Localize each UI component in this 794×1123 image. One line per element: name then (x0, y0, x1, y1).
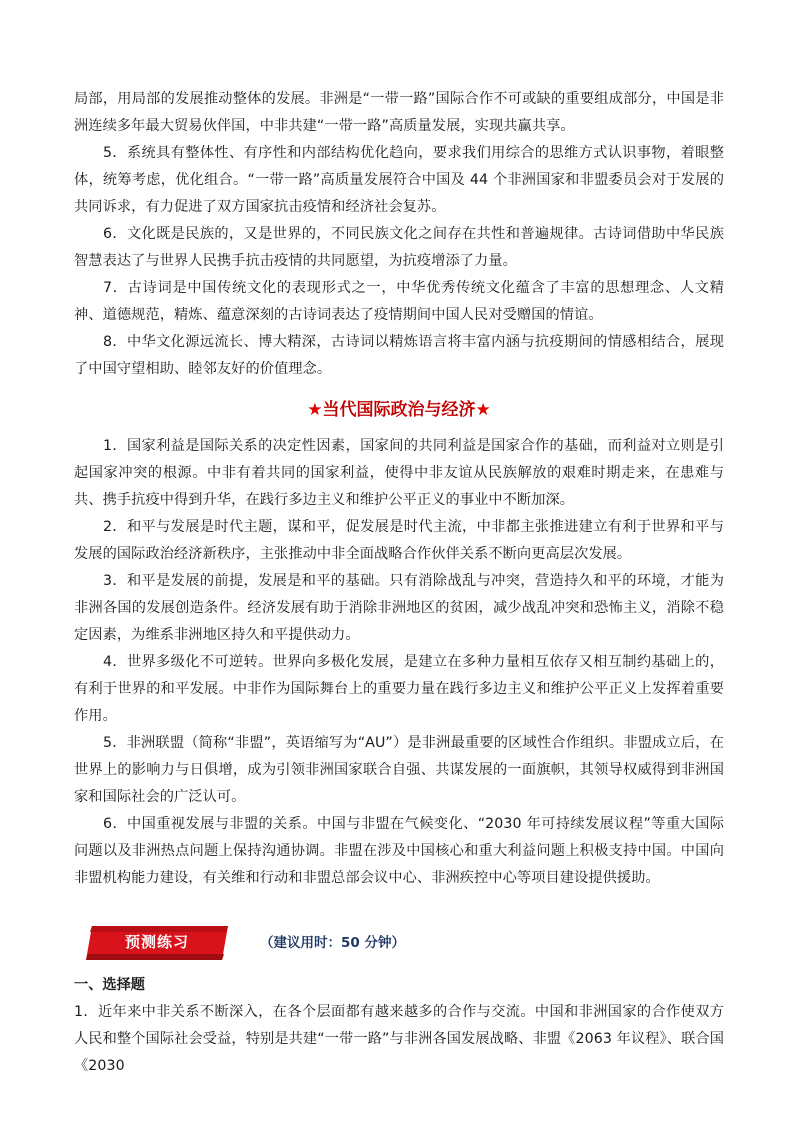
practice-banner (86, 926, 228, 960)
paragraph-point-5: 5．系统具有整体性、有序性和内部结构优化趋向，要求我们用综合的思维方式认识事物，着眼整体，统筹考虑，优化组合。“一带一路”高质量发展符合中国及 44 个非洲国家和非盟委员会对于发展的共同诉求，有力促进了双方国家抗击疫情和经济社会复苏。 (74, 145, 724, 215)
section-point-3: 3．和平是发展的前提，发展是和平的基础。只有消除战乱与冲突，营造持久和平的环境，才能为非洲各国的发展创造条件。经济发展有助于消除非洲地区的贫困，减少战乱冲突和恐怖主义，消除不稳定因素，为维系非洲地区持久和平提供动力。 (74, 573, 724, 643)
section-heading (74, 397, 724, 423)
section-point-5: 5．非洲联盟（简称“非盟”，英语缩写为“AU”）是非洲最重要的区域性合作组织。非盟成立后，在世界上的影响力与日俱增，成为引领非洲国家联合自强、共谋发展的一面旗帜，其领导权威得到非洲国家和国际社会的广泛认可。 (74, 735, 724, 805)
question-section-heading: 一、选择题 (74, 977, 145, 993)
star-icon: ★ (307, 400, 323, 420)
document-body (74, 86, 724, 1080)
paragraph-point-8: 8．中华文化源远流长、博大精深，古诗词以精炼语言将丰富内涵与抗疫期间的情感相结合，展现了中国守望相助、睦邻友好的价值理念。 (74, 334, 724, 377)
section-point-4: 4．世界多级化不可逆转。世界向多极化发展，是建立在多种力量相互依存又相互制约基础上的，有利于世界的和平发展。中非作为国际舞台上的重要力量在践行多边主义和维护公平正义上发挥着重要作用。 (74, 654, 724, 724)
star-icon: ★ (475, 400, 491, 420)
practice-header (74, 926, 724, 970)
practice-label: 预测练习 (124, 933, 189, 951)
section-point-1: 1．国家利益是国际关系的决定性因素，国家间的共同利益是国家合作的基础，而利益对立则是引起国家冲突的根源。中非有着共同的国家利益，使得中非友谊从民族解放的艰难时期走来，在患难与共、携手抗疫中得到升华，在践行多边主义和维护公平正义的事业中不断加深。 (74, 438, 724, 508)
section-point-6: 6．中国重视发展与非盟的关系。中国与非盟在气候变化、“2030 年可持续发展议程”等重大国际问题以及非洲热点问题上保持沟通协调。非盟在涉及中国核心和重大利益问题上积极支持中国。中国向非盟机构能力建设，有关维和行动和非盟总部会议中心、非洲疾控中心等项目建设提供援助。 (74, 816, 724, 886)
section-point-2: 2．和平与发展是时代主题，谋和平，促发展是时代主流，中非都主张推进建立有利于世界和平与发展的国际政治经济新秩序，主张推动中非全面战略合作伙伴关系不断向更高层次发展。 (74, 519, 724, 562)
section-heading-text: 当代国际政治与经济 (322, 400, 476, 420)
suggested-time: （建议用时：50 分钟） (260, 935, 405, 951)
paragraph-point-6: 6．文化既是民族的，又是世界的，不同民族文化之间存在共性和普遍规律。古诗词借助中华民族智慧表达了与世界人民携手抗击疫情的共同愿望，为抗疫增添了力量。 (74, 226, 724, 269)
question-1-text: 1．近年来中非关系不断深入，在各个层面都有越来越多的合作与交流。中国和非洲国家的合作使双方人民和整个国际社会受益，特别是共建“一带一路”与非洲各国发展战略、非盟《2063 年议程》、联合国《2030 (74, 1004, 724, 1074)
paragraph-point-7: 7．古诗词是中国传统文化的表现形式之一，中华优秀传统文化蕴含了丰富的思想理念、人文精神、道德规范，精炼、蕴意深刻的古诗词表达了疫情期间中国人民对受赠国的情谊。 (74, 280, 724, 323)
paragraph-continuation: 局部，用局部的发展推动整体的发展。非洲是“一带一路”国际合作不可或缺的重要组成部分，中国是非洲连续多年最大贸易伙伴国，中非共建“一带一路”高质量发展，实现共赢共享。 (74, 91, 724, 134)
